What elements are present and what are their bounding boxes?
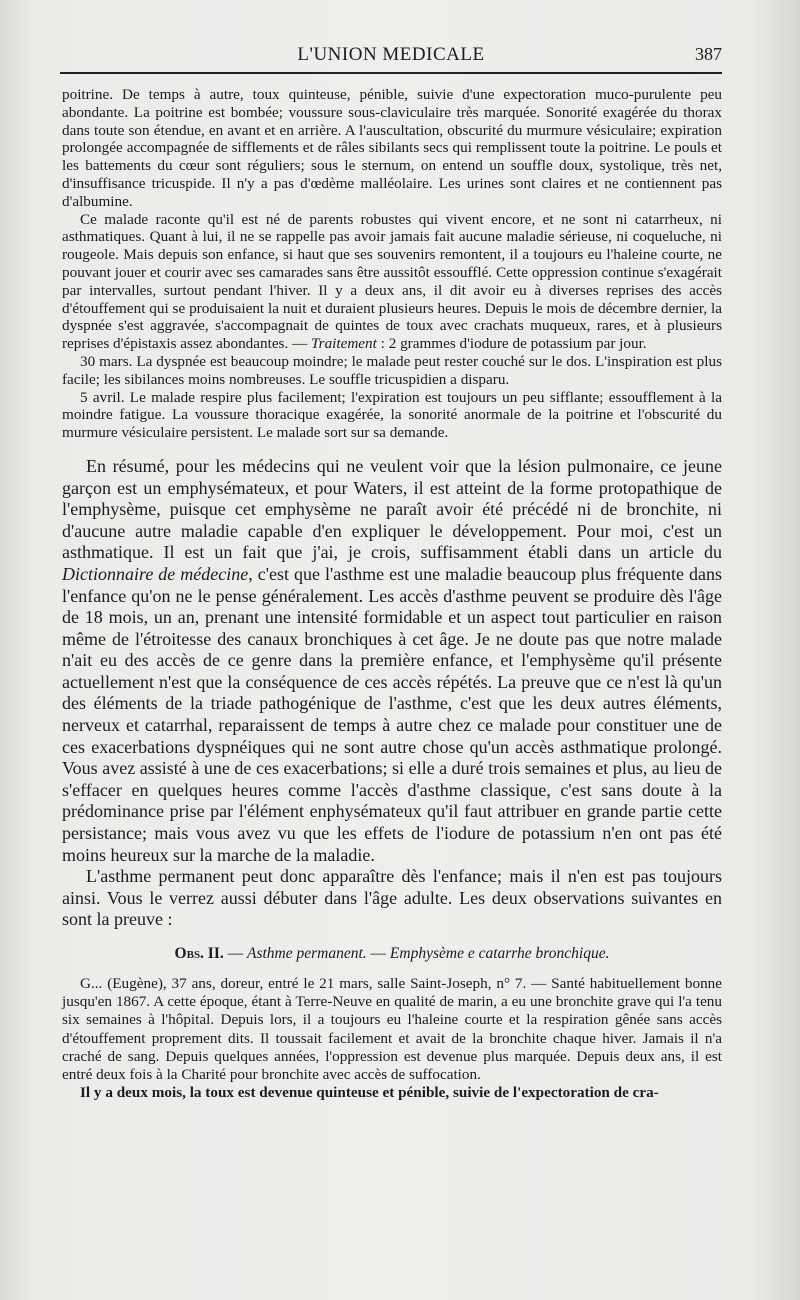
observation-title: Asthme permanent.	[247, 945, 367, 962]
case-history-text: Ce malade raconte qu'il est né de parents robustes qui vivent encore, et ne sont ni catarrheux, ni asthmatiques. Quant à lui, il ne se rappelle pas avoir jamais fait aucune maladie sérieuse, ni coqueluche, ni rougeole. Mais depuis son enfance, si haut que ses souvenirs remontent, il a toujours eu l'haleine courte, ne pouvant jouer et courir avec ses camarades sans être aussitôt essoufflé. Cette oppression continue s'exagérait par intervalles, surtout pendant l'hiver. Il y a deux ans, il dit avoir eu à diverses reprises des accès d'étouffement qui se produisaient la nuit et duraient plusieurs heures. Depuis le mois de décembre dernier, la dyspnée s'est aggravée, s'accompagnait de quintes de toux avec crachats muqueux, rares, et à plusieurs reprises d'épistaxis assez abondantes. —	[62, 210, 722, 353]
case-paragraph: poitrine. De temps à autre, toux quinteuse, pénible, suivie d'une expectoration muco-purulente peu abondante. La poitrine est bombée; voussure sous-claviculaire très marquée. Sonorité exagérée du thorax dans toute son étendue, en avant et en arrière. A l'auscultation, obscurité du murmure vésiculaire; expiration prolongée accompagnée de sifflements et de râles sibilants secs qui remplissent toute la poitrine. Le pouls et les battements du cœur sont réguliers; sous le sternum, on entend un souffle doux, systolique, très net, d'insuffisance tricuspide. Il n'y a pas d'œdème malléolaire. Les urines sont claires et ne contiennent pas d'albumine.	[62, 86, 722, 210]
case-notes	[62, 86, 722, 442]
heading-separator: —	[366, 945, 390, 962]
heading-separator: —	[223, 945, 247, 962]
case-paragraph: 5 avril. Le malade respire plus facilement; l'expiration est toujours un peu sifflante; essoufflement à la moindre fatigue. La voussure thoracique exagérée, la sonorité anormale de la poitrine et l'obscurité du murmure vésiculaire persistent. Le malade sort sur sa demande.	[62, 388, 722, 442]
discussion-paragraph	[62, 456, 722, 866]
running-title: L'UNION MEDICALE	[297, 44, 485, 65]
page-number: 387	[695, 44, 722, 64]
page-body	[62, 86, 722, 1102]
treatment-text: : 2 grammes d'iodure de potassium par jour.	[376, 335, 647, 353]
observation-notes	[62, 975, 722, 1102]
discussion-paragraph: L'asthme permanent peut donc apparaître dès l'enfance; mais il n'en est pas toujours ainsi. Vous le verrez aussi débuter dans l'âge adulte. Les deux observations suivantes en sont la preuve :	[62, 866, 722, 930]
observation-number: Obs. II.	[174, 945, 224, 962]
header-rule	[60, 72, 722, 74]
treatment-label: Traitement	[311, 335, 377, 353]
dictionary-title: Dictionnaire de médecine	[62, 563, 249, 584]
observation-heading	[62, 945, 722, 963]
observation-paragraph: Il y a deux mois, la toux est devenue quinteuse et pénible, suivie de l'expectoration de cra-	[80, 1084, 659, 1102]
discussion	[62, 456, 722, 931]
discussion-text: , c'est que l'asthme est une maladie beaucoup plus fréquente dans l'enfance qu'on ne le pense généralement. Les accès d'asthme peuvent se produire dès l'âge de 18 mois, un an, prenant une intensité formidable et un aspect tout particulier en raison même de l'étroitesse des canaux bronchiques à cet âge. Je ne doute pas que notre malade n'ait eu des accès de ce genre dans la première enfance, et l'emphysème qu'il présente actuellement n'est que la conséquence de ces accès répétés. La preuve que ce n'est là qu'un des éléments de la triade pathogénique de l'asthme, c'est que les deux autres éléments, nerveux et catarrhal, reparaissent de temps à autre chez ce malade pour constituer une de ces exacerbations dyspnéiques qui ne sont autre chose qu'un accès asthmatique prolongé. Vous avez assisté à une de ces exacerbations; si elle a duré trois semaines et plus, au lieu de s'effacer en quelques heures comme l'accès d'asthme classique, c'est sans doute à la prédominance prise par l'élément enphysémateux qu'il faut attribuer en grande partie cette persistance; mais vous avez vu que les effets de l'iodure de potassium n'en ont pas été moins heureux sur la marche de la maladie.	[62, 563, 722, 865]
observation-paragraph: G... (Eugène), 37 ans, doreur, entré le 21 mars, salle Saint-Joseph, n° 7. — Santé habituellement bonne jusqu'en 1867. A cette époque, étant à Terre-Neuve en qualité de marin, a eu une bronchite grave qui l'a tenu six semaines à l'hôpital. Depuis lors, il a toujours eu l'haleine courte et la respiration gênée sans accès d'étouffement proprement dits. Il toussait facilement et avait de la bronchite chaque hiver. Jamais il n'a craché de sang. Depuis quelques années, l'oppression est devenue plus marquée. Depuis deux ans, il est entré deux fois à la Charité pour bronchite avec accès de suffocation.	[62, 975, 722, 1084]
case-paragraph	[62, 211, 722, 353]
page-header	[60, 40, 722, 70]
discussion-text: En résumé, pour les médecins qui ne veulent voir que la lésion pulmonaire, ce jeune garçon est un emphysémateux, et pour Waters, il est atteint de la forme protopathique de l'emphysème, puisque cet emphysème ne paraît avoir été précédé ni de bronchite, ni d'aucune autre maladie capable d'en expliquer le développement. Pour moi, c'est un asthmatique. Il est un fait que j'ai, je crois, suffisamment établi dans un article du	[62, 455, 722, 563]
case-paragraph: 30 mars. La dyspnée est beaucoup moindre; le malade peut rester couché sur le dos. L'inspiration est plus facile; les sibilances moins nombreuses. Le souffle tricuspidien a disparu.	[62, 352, 722, 388]
observation-subtitle: Emphysème e catarrhe bronchique.	[389, 945, 610, 962]
